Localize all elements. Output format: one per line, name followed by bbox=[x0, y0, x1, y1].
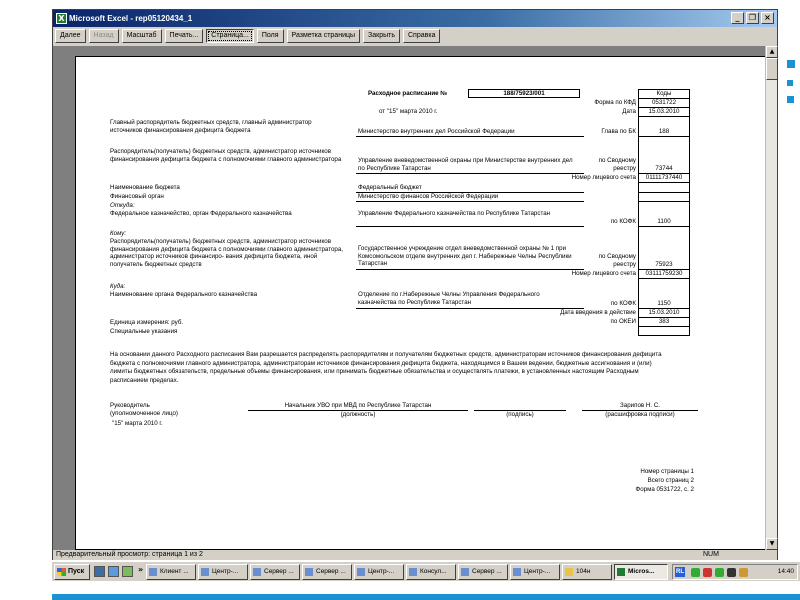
vertical-scrollbar[interactable] bbox=[765, 46, 777, 550]
previous-button[interactable]: Назад bbox=[89, 29, 119, 43]
effective-label: Дата введения в действие bbox=[560, 309, 636, 316]
print-button[interactable]: Печать... bbox=[165, 29, 204, 43]
slide-bottom-bar bbox=[52, 594, 800, 600]
margins-button[interactable]: Поля bbox=[257, 29, 284, 43]
to-label: Кому: bbox=[110, 230, 127, 237]
row1-left: Главный распорядитель бюджетных средств, главный администратор источников финансирования дефицита бюджета bbox=[110, 119, 312, 134]
where-left: Наименование органа Федерального казначейства bbox=[110, 291, 258, 298]
acct2-label: Номер лицевого счета bbox=[571, 270, 636, 277]
row1-mid: Министерство внутренних дел Российской Федерации bbox=[358, 128, 515, 135]
preview-area bbox=[53, 46, 765, 550]
page-setup-button[interactable]: Страница... bbox=[206, 29, 254, 43]
tray-icon[interactable] bbox=[703, 568, 712, 577]
document-page bbox=[75, 56, 765, 550]
help-button[interactable]: Справка bbox=[403, 29, 440, 43]
name-caption: (расшифровка подписи) bbox=[605, 411, 675, 418]
head-name: Зарипов Н. С. bbox=[620, 402, 660, 409]
start-button[interactable] bbox=[54, 564, 90, 580]
close-preview-button[interactable]: Закрыть bbox=[363, 29, 400, 43]
row2-label: по Сводному реестру bbox=[598, 157, 636, 172]
head-label: Руководитель bbox=[110, 402, 150, 409]
position-caption: (должность) bbox=[340, 411, 376, 418]
taskbar-item[interactable]: Центр-... bbox=[354, 564, 404, 580]
excel-app-icon: X bbox=[56, 13, 67, 24]
chevron-icon[interactable]: » bbox=[138, 565, 144, 574]
row2-code: 73744 bbox=[655, 165, 673, 172]
tray-icon[interactable] bbox=[691, 568, 700, 577]
budget-mid: Федеральный бюджет bbox=[358, 184, 422, 191]
num-lock-indicator: NUM bbox=[703, 551, 719, 558]
codes-box bbox=[638, 89, 690, 336]
where-code: 1150 bbox=[657, 300, 671, 307]
quick-launch-icon[interactable] bbox=[122, 566, 133, 577]
clock[interactable]: 14:40 bbox=[777, 568, 794, 575]
taskbar-item[interactable]: Консул... bbox=[406, 564, 456, 580]
row2-left: Распорядитель(получатель) бюджетных средств, администратор источников финансирования дефицита бюджета с полномочиями главного администратора bbox=[110, 148, 342, 163]
preview-toolbar bbox=[55, 29, 440, 44]
form-footer: Форма 0531722, с. 2 bbox=[635, 486, 694, 493]
start-label: Пуск bbox=[68, 568, 85, 575]
to-code-label: по Сводному реестру bbox=[598, 253, 636, 268]
restore-icon[interactable]: ❐ bbox=[746, 12, 759, 24]
row1-code: 188 bbox=[658, 128, 670, 135]
tray-icon[interactable] bbox=[715, 568, 724, 577]
special-left: Специальные указания bbox=[110, 328, 178, 335]
tray-icon[interactable] bbox=[739, 568, 748, 577]
status-text: Предварительный просмотр: страница 1 из 2 bbox=[56, 551, 203, 558]
doc-number: 188/75923/001 bbox=[468, 89, 580, 98]
window-titlebar[interactable] bbox=[53, 10, 777, 27]
acct2-code: 03111759230 bbox=[645, 270, 683, 277]
slide-deco-square bbox=[787, 60, 795, 68]
row2-mid: Управление вневедомственной охраны при Министерстве внутренних дел по Республике Татарстан bbox=[358, 157, 573, 172]
taskbar-item[interactable]: Центр-... bbox=[198, 564, 248, 580]
from-code-label: по КОФК bbox=[610, 218, 636, 225]
signature-caption: (подпись) bbox=[506, 411, 534, 418]
slide-deco-square bbox=[787, 96, 794, 103]
form-label: Форма по КФД bbox=[594, 99, 636, 106]
doc-date-line: от "15" марта 2010 г. bbox=[379, 108, 438, 115]
from-label: Откуда: bbox=[110, 202, 135, 209]
acct1-code: 01111737440 bbox=[645, 174, 683, 181]
taskbar-item[interactable]: Сервер ... bbox=[250, 564, 300, 580]
excel-window bbox=[52, 9, 778, 560]
from-code: 1100 bbox=[657, 218, 671, 225]
sign-date: "15" марта 2010 г. bbox=[112, 420, 163, 427]
scroll-down-icon[interactable]: ▼ bbox=[766, 538, 778, 550]
internet-explorer-icon[interactable] bbox=[108, 566, 119, 577]
to-left: Распорядитель(получатель) бюджетных средств, администратор источников финансирования дефицита бюджета с полномочиями главного администратора, администратор источников финансиро- вания дефицита бюджета, иной получатель бюджетных средств bbox=[110, 238, 344, 268]
unit-code: 383 bbox=[658, 318, 670, 325]
date-label: Дата bbox=[622, 108, 636, 115]
head-note: (уполномоченное лицо) bbox=[110, 410, 178, 417]
taskbar bbox=[52, 561, 800, 581]
to-mid: Государственное учреждение отдел вневедомственной охраны № 1 при Комсомольском отделе внутренних дел г. Набережные Челны Республики Татарстан bbox=[358, 245, 572, 267]
where-mid: Отделение по г.Набережные Челны Управления Федерального казначейства по Республике Татарстан bbox=[358, 291, 540, 306]
page-break-preview-button[interactable]: Разметка страницы bbox=[287, 29, 361, 43]
budget-left: Наименование бюджета bbox=[110, 184, 180, 191]
page-total: Всего страниц 2 bbox=[647, 477, 694, 484]
system-tray bbox=[672, 564, 798, 580]
unit-left: Единица измерения: руб. bbox=[110, 319, 184, 326]
to-code: 75923 bbox=[655, 261, 673, 268]
head-position: Начальник УВО при МВД по Республике Татарстан bbox=[284, 402, 432, 409]
from-left: Федеральное казначейство, орган Федерального казначейства bbox=[110, 210, 292, 217]
show-desktop-icon[interactable] bbox=[94, 566, 105, 577]
window-title: Microsoft Excel - rep05120434_1 bbox=[69, 14, 193, 23]
from-mid: Управление Федерального казначейства по Республике Татарстан bbox=[358, 210, 551, 217]
finorg-mid: Министерство финансов Российской Федерации bbox=[358, 193, 499, 200]
doc-title: Расходное расписание № bbox=[368, 90, 448, 97]
scroll-thumb[interactable] bbox=[766, 58, 778, 80]
minimize-icon[interactable]: _ bbox=[731, 12, 744, 24]
where-code-label: по КОФК bbox=[610, 300, 636, 307]
codes-header: Коды bbox=[656, 90, 672, 97]
form-code: 0531722 bbox=[651, 99, 677, 106]
taskbar-item[interactable]: Сервер ... bbox=[302, 564, 352, 580]
close-icon[interactable]: × bbox=[761, 12, 774, 24]
taskbar-item[interactable]: Сервер ... bbox=[458, 564, 508, 580]
row1-label: Глава по БК bbox=[601, 128, 636, 135]
taskbar-item[interactable]: Клиент ... bbox=[146, 564, 196, 580]
where-label: Куда: bbox=[110, 283, 126, 290]
next-button[interactable]: Далее bbox=[55, 29, 86, 43]
effective-code: 15.03.2010 bbox=[648, 309, 680, 316]
tray-icon[interactable] bbox=[727, 568, 736, 577]
taskbar-item-active[interactable]: Micros... bbox=[614, 564, 668, 580]
acct1-label: Номер лицевого счета bbox=[571, 174, 636, 181]
finorg-left: Финансовый орган bbox=[110, 193, 164, 200]
windows-flag-icon bbox=[57, 568, 66, 576]
status-bar bbox=[53, 550, 777, 560]
language-indicator[interactable]: RL bbox=[676, 569, 684, 575]
page-number: Номер страницы 1 bbox=[640, 468, 694, 475]
unit-label: по ОКЕИ bbox=[610, 318, 636, 325]
authorization-paragraph: На основании данного Расходного расписания Вам разрешается распределять распорядителям и получателям бюджетных средств, администраторам источников финансирования дефицита бюджета с полномочиями главного администратора, администраторам источников финансирования дефицита бюджета, находящимся в Вашем ведении, бюджетные ассигнования и (или) лимиты бюджетных обязательств, предельные объемы финансирования, или принимать бюджетные обязательства и осуществлять платежи, в установленных настоящим Расходным расписанием пределах. bbox=[110, 351, 662, 384]
taskbar-item[interactable]: 104н bbox=[562, 564, 612, 580]
date-code: 15.03.2010 bbox=[648, 108, 680, 115]
slide-deco-square bbox=[787, 80, 793, 86]
scroll-up-icon[interactable]: ▲ bbox=[766, 46, 778, 58]
taskbar-item[interactable]: Центр-... bbox=[510, 564, 560, 580]
zoom-button[interactable]: Масштаб bbox=[122, 29, 162, 43]
